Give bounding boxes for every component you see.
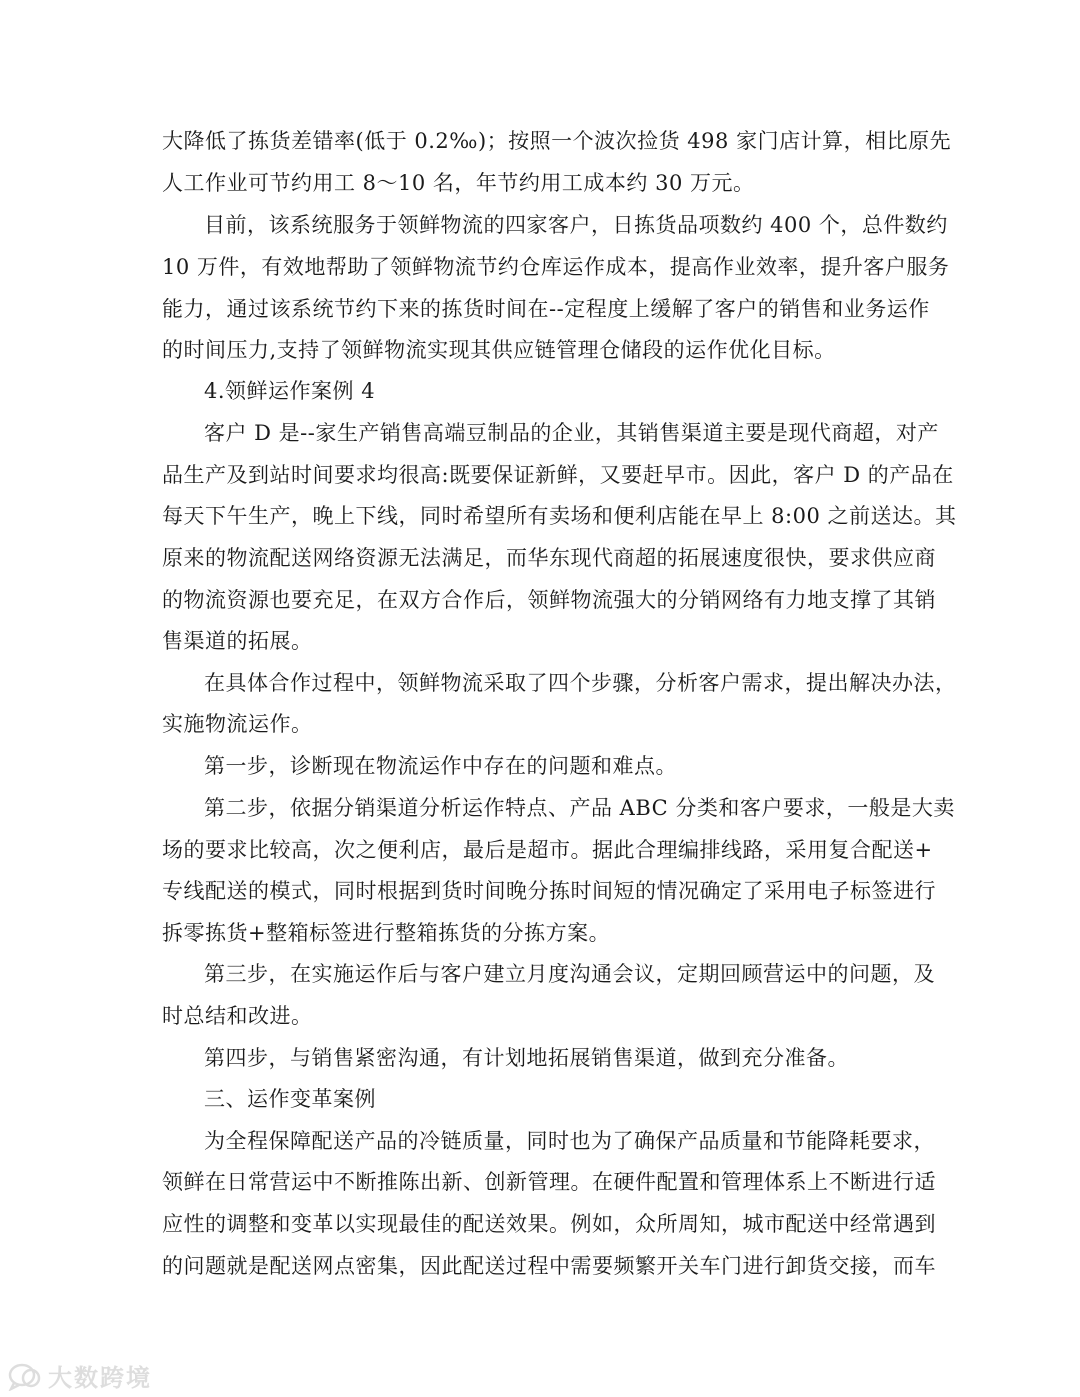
paragraph-line: 专线配送的模式，同时根据到货时间晚分拣时间短的情况确定了采用电子标签进行 bbox=[162, 879, 936, 903]
paragraph-line: 品生产及到站时间要求均很高:既要保证新鲜，又要赶早市。因此，客户 D 的产品在 bbox=[162, 463, 954, 487]
watermark-text: 大数跨境 bbox=[48, 1364, 152, 1392]
paragraph-line: 拆零拣货+整箱标签进行整箱拣货的分拣方案。 bbox=[162, 921, 611, 945]
paragraph-line: 在具体合作过程中，领鲜物流采取了四个步骤，分析客户需求，提出解决办法， bbox=[204, 671, 957, 695]
section-heading: 三、运作变革案例 bbox=[204, 1087, 376, 1111]
chat-bubble-logo-icon bbox=[8, 1361, 42, 1391]
paragraph-line: 应性的调整和变革以实现最佳的配送效果。例如，众所周知，城市配送中经常遇到 bbox=[162, 1212, 936, 1236]
paragraph-line: 的问题就是配送网点密集，因此配送过程中需要频繁开关车门进行卸货交接，而车 bbox=[162, 1254, 936, 1278]
watermark bbox=[8, 1358, 152, 1393]
paragraph-line: 第一步，诊断现在物流运作中存在的问题和难点。 bbox=[204, 754, 677, 778]
paragraph-line: 第三步，在实施运作后与客户建立月度沟通会议，定期回顾营运中的问题，及 bbox=[204, 962, 935, 986]
paragraph-line: 原来的物流配送网络资源无法满足，而华东现代商超的拓展速度很快，要求供应商 bbox=[162, 546, 936, 570]
paragraph-line: 实施物流运作。 bbox=[162, 712, 313, 736]
paragraph-line: 售渠道的拓展。 bbox=[162, 629, 313, 653]
paragraph-line: 人工作业可节约用工 8～10 名，年节约用工成本约 30 万元。 bbox=[162, 171, 755, 195]
paragraph-line: 第四步，与销售紧密沟通，有计划地拓展销售渠道，做到充分准备。 bbox=[204, 1046, 849, 1070]
paragraph-line: 场的要求比较高，次之便利店，最后是超市。据此合理编排线路，采用复合配送+ bbox=[162, 838, 933, 862]
paragraph-line: 每天下午生产，晚上下线，同时希望所有卖场和便利店能在早上 8:00 之前送达。其 bbox=[162, 504, 957, 528]
paragraph-line: 目前，该系统服务于领鲜物流的四家客户，日拣货品项数约 400 个，总件数约 bbox=[204, 213, 948, 237]
paragraph-line: 的物流资源也要充足，在双方合作后，领鲜物流强大的分销网络有力地支撑了其销 bbox=[162, 588, 936, 612]
paragraph-line: 10 万件，有效地帮助了领鲜物流节约仓库运作成本，提高作业效率，提升客户服务 bbox=[162, 255, 950, 279]
paragraph-line: 大降低了拣货差错率(低于 0.2‰)；按照一个波次捡货 498 家门店计算，相比原先 bbox=[162, 129, 952, 153]
paragraph-line: 为全程保障配送产品的冷链质量，同时也为了确保产品质量和节能降耗要求， bbox=[204, 1129, 935, 1153]
paragraph-line: 第二步，依据分销渠道分析运作特点、产品 ABC 分类和客户要求，一般是大卖 bbox=[204, 796, 955, 820]
section-heading: 4.领鲜运作案例 4 bbox=[204, 379, 376, 403]
paragraph-line: 能力，通过该系统节约下来的拣货时间在--定程度上缓解了客户的销售和业务运作 bbox=[162, 297, 930, 321]
paragraph-line: 领鲜在日常营运中不断推陈出新、创新管理。在硬件配置和管理体系上不断进行适 bbox=[162, 1170, 936, 1194]
paragraph-line: 时总结和改进。 bbox=[162, 1004, 313, 1028]
paragraph-line: 的时间压力,支持了领鲜物流实现其供应链管理仓储段的运作优化目标。 bbox=[162, 338, 836, 362]
paragraph-line: 客户 D 是--家生产销售高端豆制品的企业，其销售渠道主要是现代商超，对产 bbox=[204, 421, 939, 445]
